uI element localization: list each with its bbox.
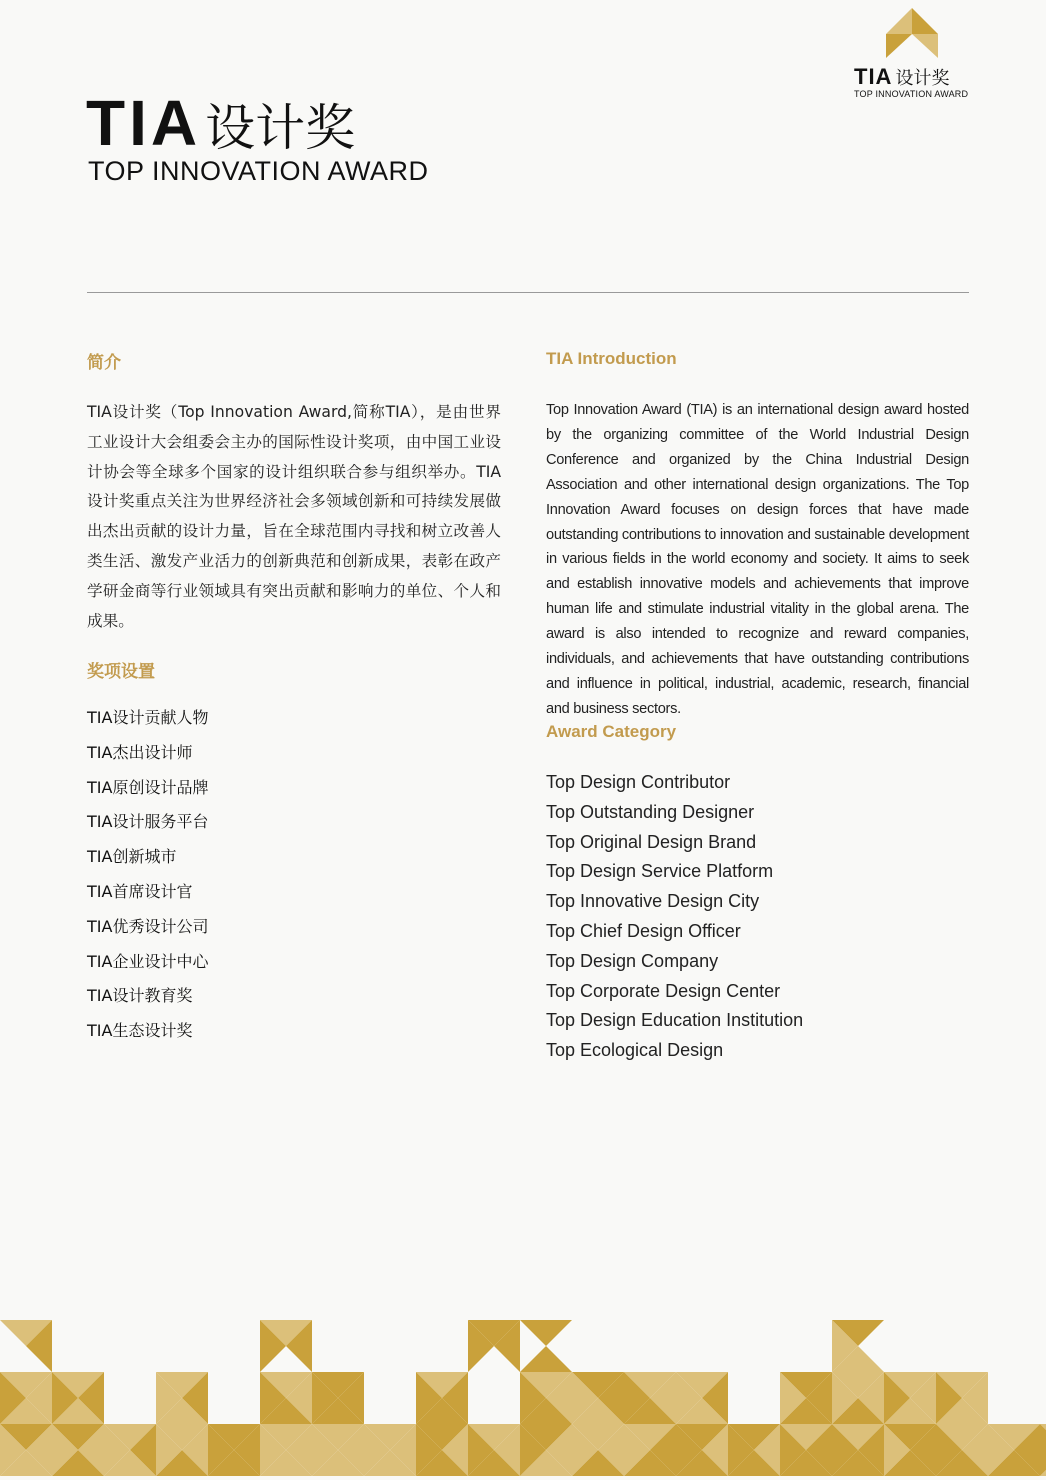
list-item: Top Corporate Design Center <box>546 980 781 1001</box>
list-item: TIA设计教育奖 <box>87 986 193 1006</box>
list-item: TIA企业设计中心 <box>87 951 209 971</box>
list-item: Top Ecological Design <box>546 1040 724 1061</box>
main-brand-chinese: 设计奖 <box>205 99 356 157</box>
list-item: Top Innovative Design City <box>546 891 760 912</box>
main-brand-latin: TIA <box>86 87 202 159</box>
triangle-pattern <box>0 1320 1046 1480</box>
list-item: TIA原创设计品牌 <box>87 777 209 797</box>
awards-en-list <box>546 768 803 1066</box>
corner-logo <box>852 6 974 102</box>
corner-brand-chinese: 设计奖 <box>895 68 950 88</box>
list-item: Top Design Company <box>546 950 719 971</box>
main-subtitle: TOP INNOVATION AWARD <box>88 156 429 186</box>
pattern-triangle <box>520 1320 572 1346</box>
awards-cn-list <box>87 704 208 1052</box>
corner-brand <box>854 64 974 90</box>
list-item: TIA首席设计官 <box>87 881 193 901</box>
list-item: Top Outstanding Designer <box>546 801 755 822</box>
intro-en-heading: TIA Introduction <box>546 349 677 368</box>
list-item: TIA杰出设计师 <box>87 742 193 762</box>
roof-triangle-logo-icon <box>884 6 940 60</box>
list-item: TIA设计贡献人物 <box>87 708 209 727</box>
list-item: TIA优秀设计公司 <box>87 916 209 936</box>
corner-brand-latin: TIA <box>854 64 893 89</box>
main-brand <box>86 87 356 161</box>
list-item: Top Design Education Institution <box>546 1010 804 1031</box>
list-item: Top Original Design Brand <box>546 831 757 852</box>
main-logo <box>86 87 429 190</box>
list-item: TIA创新城市 <box>87 847 177 867</box>
list-item: Top Design Service Platform <box>546 861 774 882</box>
pattern-triangle <box>1040 1424 1046 1476</box>
pattern-triangle <box>520 1346 572 1372</box>
intro-cn-body: TIA设计奖（Top Innovation Award,简称TIA），是由世界工业设计大会组委会主办的国际性设计奖项，由中国工业设计协会等全球多个国家的设计组织联合参与组织举办。TIA设计奖重点关注为世界经济社会多领域创新和可持续发展做出杰出贡献的设计力量，旨在全球范围内寻找和树立改善人类生活、激发产业活力的创新典范和创新成果，表彰在政产学研金商等行业领域具有突出贡献和影响力的单位、个人和成果。 <box>87 403 501 630</box>
list-item: TIA生态设计奖 <box>87 1021 193 1041</box>
awards-en-heading: Award Category <box>546 722 677 741</box>
list-item: Top Chief Design Officer <box>546 920 741 941</box>
awards-cn-heading: 奖项设置 <box>87 662 155 682</box>
intro-en-body: Top Innovation Award (TIA) is an international design award hosted by the organizing committee of the World Industrial Design Conference and organized by the China Industrial Design Association and other international design organizations. The Top Innovation Award focuses on design forces that have made outstanding contributions to innovation and sustainable development in various fields in the world economy and society. It aims to seek and establish innovative models and achievements that improve human life and stimulate industrial vitality in the global arena. The award is also intended to recognize and reward companies, individuals, and achievements that have outstanding contributions and influence in political, industrial, academic, research, financial and business sectors. <box>546 402 969 717</box>
list-item: Top Design Contributor <box>546 772 731 792</box>
list-item: TIA设计服务平台 <box>87 812 209 832</box>
header-divider <box>87 292 969 293</box>
corner-subtitle: TOP INNOVATION AWARD <box>854 89 969 99</box>
intro-cn-heading: 简介 <box>87 353 121 373</box>
